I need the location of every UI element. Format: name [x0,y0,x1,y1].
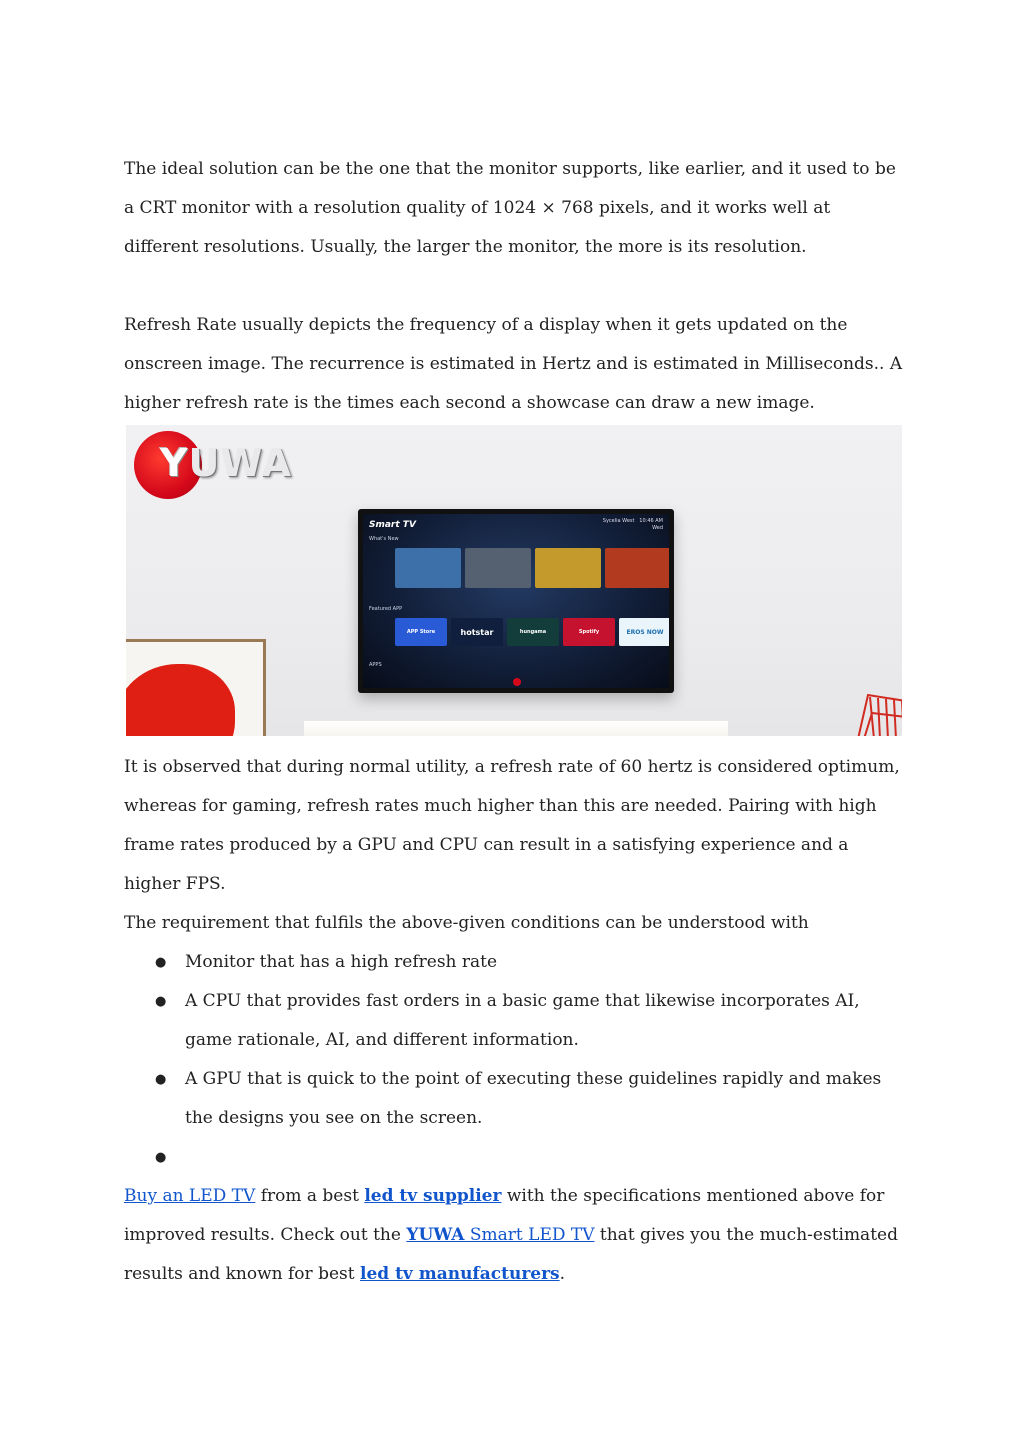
tv-app-hotstar: hotstar [451,618,503,646]
tv-app-hungama: hungama [507,618,559,646]
paragraph-gaming: It is observed that during normal utility, a refresh rate of 60 hertz is considered optimum, whereas for gaming, refresh rates much higher than this are needed. Pairing with high frame rates produced by a GPU and CPU can result in a satisfying experience and a higher FPS. [124,757,900,894]
buy-led-tv-link[interactable]: Buy an LED TV [124,1186,256,1206]
tv-section-new: What's New [369,536,399,542]
list-item: ● A CPU that provides fast orders in a basic game that likewise incorporates AI, game rationale, AI, and different information. [185,982,904,1060]
tv-app-spotify: Spotify [563,618,615,646]
document-page [124,150,904,1294]
list-item [185,1138,904,1177]
list-item: ● A GPU that is quick to the point of executing these guidelines rapidly and makes the designs you see on the screen. [185,1060,904,1138]
smart-led-tv-link[interactable]: Smart LED TV [464,1225,595,1245]
led-tv-supplier-link[interactable]: led tv supplier [364,1186,502,1206]
television [358,509,674,693]
tv-brand-icon [513,678,521,686]
list-item: ● Monitor that has a high refresh rate [185,943,904,982]
tv-screen [363,514,669,688]
tv-section-featured: Featured APP [369,606,403,612]
paragraph-refresh-rate: Refresh Rate usually depicts the frequency of a display when it gets updated on the onscreen image. The recurrence is estimated in Hertz and is estimated in Milliseconds.. A higher refresh rate is the times each second a showcase can draw a new image. [124,315,903,413]
yuwa-smart-tv-image [126,425,902,736]
paragraph-requirement: The requirement that fulfils the above-given conditions can be understood with [124,913,809,933]
tv-section-apps: APPS [369,662,382,668]
yuwa-link[interactable]: YUWA [406,1225,465,1245]
tv-title: Smart TV [369,520,416,530]
wire-chair-icon [850,687,902,736]
tv-cabinet [304,721,728,736]
tv-tile-4 [605,548,669,588]
paragraph-resolution: The ideal solution can be the one that the monitor supports, like earlier, and it used to be a CRT monitor with a resolution quality of 1024 × 768 pixels, and it works well at different resolutions. Usually, the larger the monitor, the more is its resolution. [124,159,896,257]
tv-app-store: APP Store [395,618,447,646]
paragraph-closing: Buy an LED TV from a best led tv supplier with the specifications mentioned above for improved results. Check out the YUWA Smart LED TV that gives you the much-estimated results and known for best led tv manufacturers. [124,1186,898,1284]
tv-tile-2 [465,548,531,588]
wall-painting [126,639,266,736]
tv-tile-1 [395,548,461,588]
yuwa-logo: YUWA [134,431,294,506]
tv-status: Sycelia West 10:46 AM Wed [602,518,663,531]
requirements-list [124,943,904,1177]
tv-app-eros: EROS NOW [619,618,669,646]
tv-tile-3 [535,548,601,588]
led-tv-manufacturers-link[interactable]: led tv manufacturers [359,1264,560,1284]
